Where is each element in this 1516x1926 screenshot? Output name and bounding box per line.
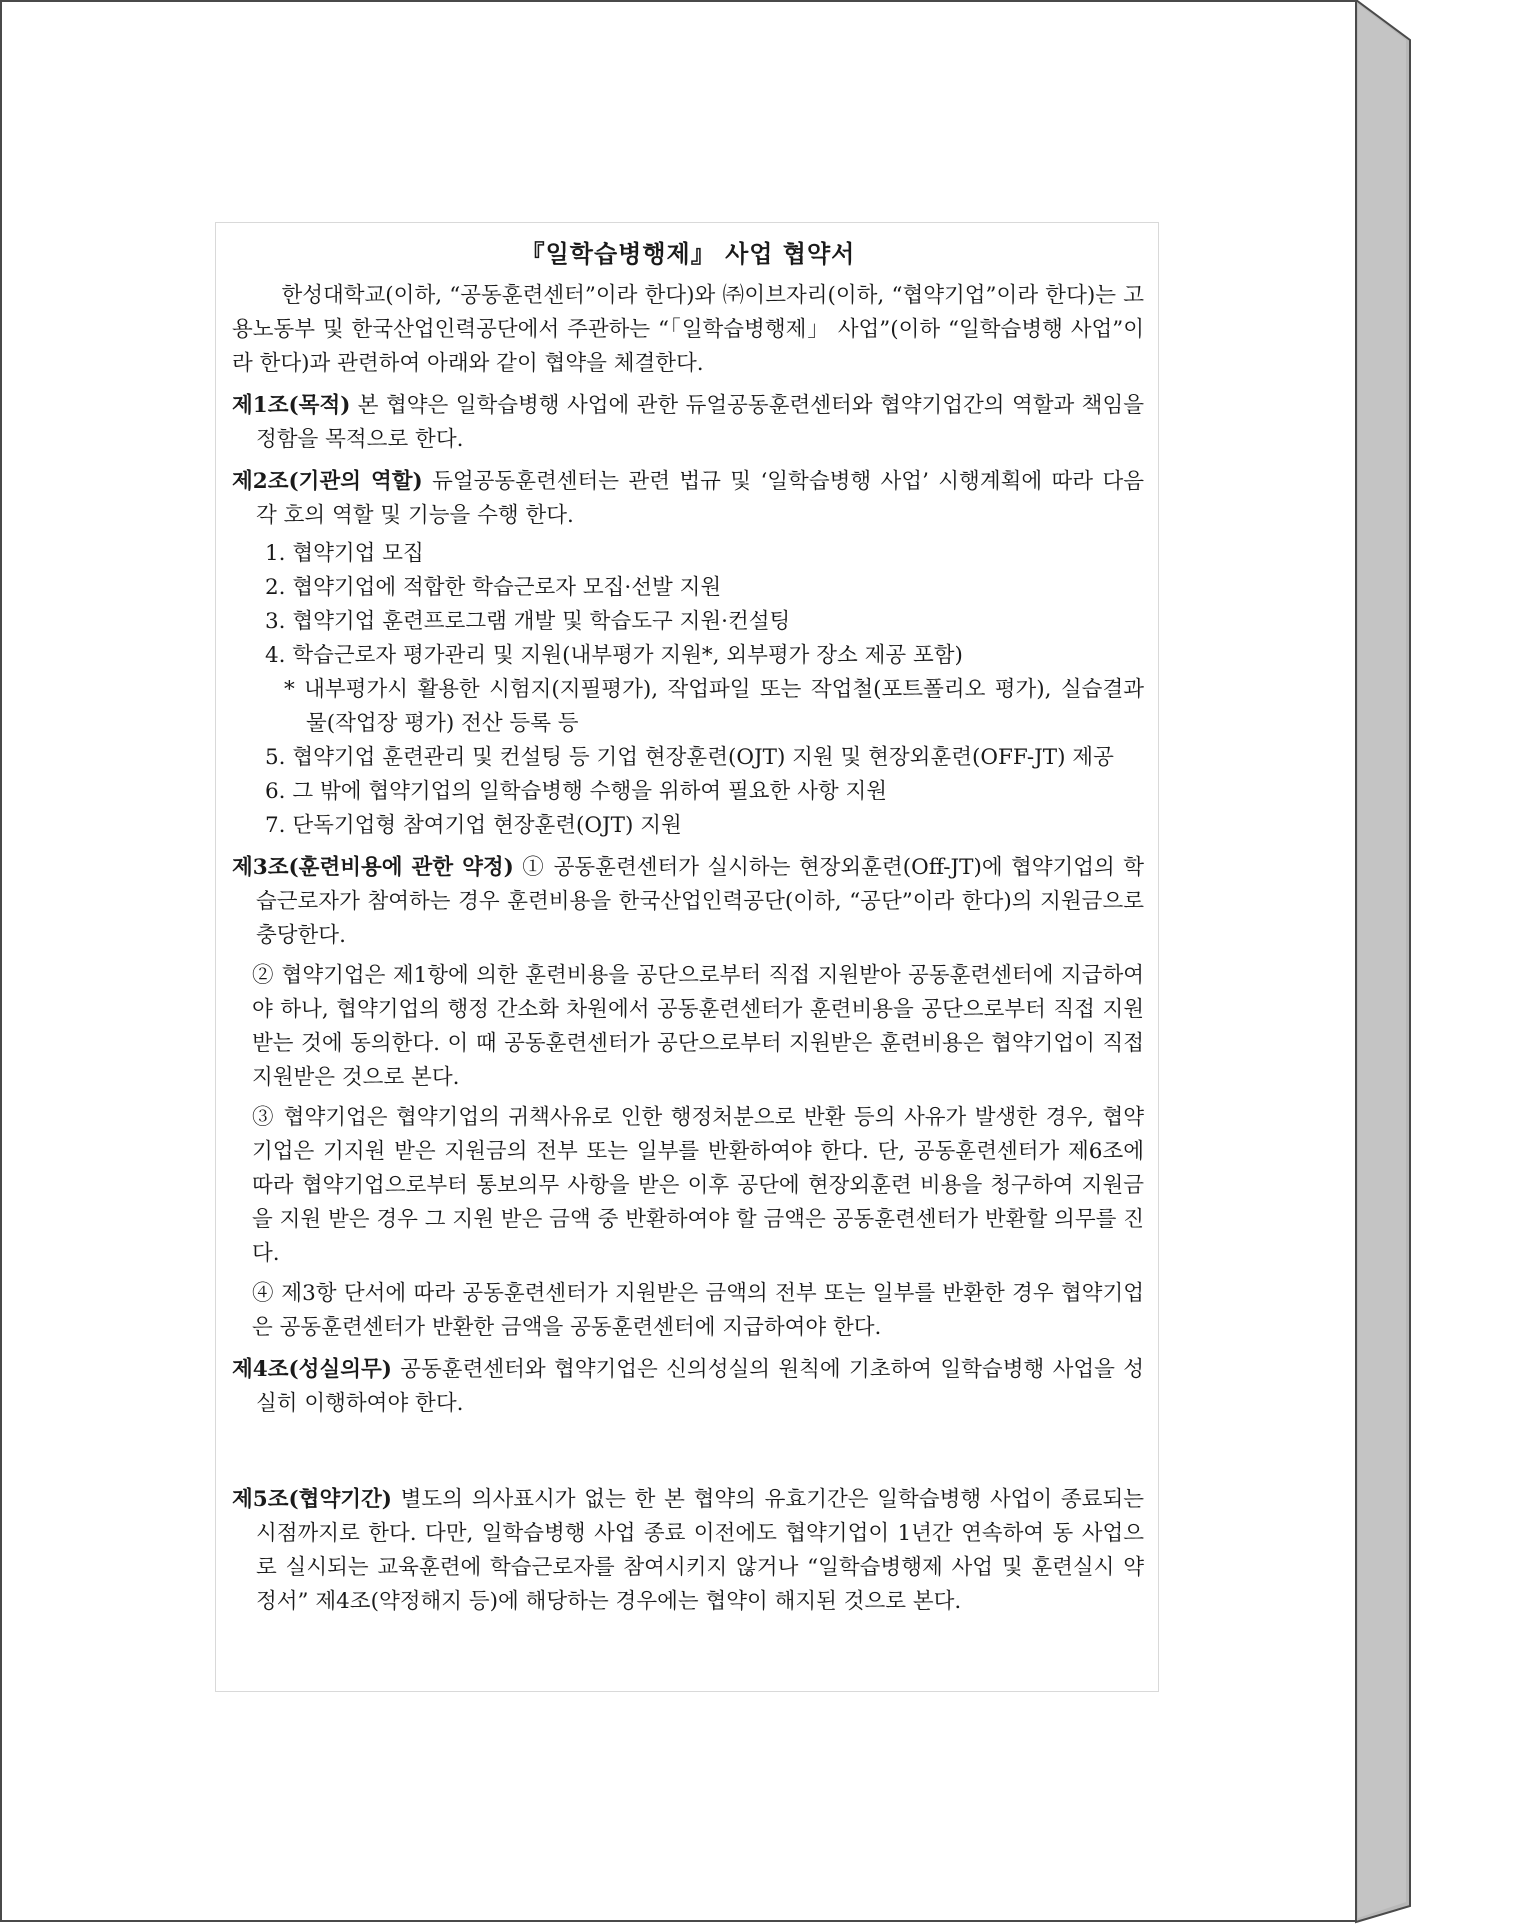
document-title: 『일학습병행제』 사업 협약서	[520, 239, 856, 268]
article-5-heading: 제5조(협약기간)	[232, 1487, 392, 1512]
article-2	[232, 465, 1144, 533]
article-1-heading: 제1조(목적)	[232, 393, 351, 418]
article-4-heading: 제4조(성실의무)	[232, 1357, 392, 1382]
article-2-note: * 내부평가시 활용한 시험지(지필평가), 작업파일 또는 작업철(포트폴리오 평가), 실습결과물(작업장 평가) 전산 등록 등	[284, 677, 1144, 736]
list-item: 4. 학습근로자 평가관리 및 지원(내부평가 지원*, 외부평가 장소 제공 포함)	[265, 643, 963, 668]
article-3-paragraph-4: ④ 제3항 단서에 따라 공동훈련센터가 지원받은 금액의 전부 또는 일부를 반환한 경우 협약기업은 공동훈련센터가 반환한 금액을 공동훈련센터에 지급하여야 한다.	[252, 1281, 1144, 1340]
scanned-agreement	[215, 222, 1159, 1692]
list-item: 1. 협약기업 모집	[265, 541, 424, 566]
intro-paragraph: 한성대학교(이하, “공동훈련센터”이라 한다)와 ㈜이브자리(이하, “협약기업”이라 한다)는 고용노동부 및 한국산업인력공단에서 주관하는 “「일학습병행제」 사업”(이하 “일학습병행 사업”이라 한다)과 관련하여 아래와 같이 협약을 체결한다.	[232, 283, 1144, 376]
list-item: 7. 단독기업형 참여기업 현장훈련(OJT) 지원	[265, 813, 682, 838]
article-4-text: 공동훈련센터와 협약기업은 신의성실의 원칙에 기초하여 일학습병행 사업을 성실히 이행하여야 한다.	[256, 1357, 1144, 1416]
article-4	[232, 1353, 1144, 1421]
article-1	[232, 389, 1144, 457]
blank-gap	[232, 1425, 1144, 1475]
article-2-list-continued	[232, 741, 1144, 843]
article-1-text: 본 협약은 일학습병행 사업에 관한 듀얼공동훈련센터와 협약기업간의 역할과 책임을 정함을 목적으로 한다.	[256, 393, 1144, 452]
article-5	[232, 1483, 1144, 1619]
article-2-list	[232, 537, 1144, 673]
article-3-paragraph-2: ② 협약기업은 제1항에 의한 훈련비용을 공단으로부터 직접 지원받아 공동훈련센터에 지급하여야 하나, 협약기업의 행정 간소화 차원에서 공동훈련센터가 훈련비용을 공단으로부터 직접 지원받는 것에 동의한다. 이 때 공동훈련센터가 공단으로부터 지원받은 훈련비용은 협약기업이 직접 지원받은 것으로 본다.	[252, 963, 1144, 1090]
article-3	[232, 851, 1144, 953]
list-item: 3. 협약기업 훈련프로그램 개발 및 학습도구 지원·컨설팅	[265, 609, 791, 634]
page-stack-shadow	[1356, 0, 1516, 1926]
article-2-text: 듀얼공동훈련센터는 관련 법규 및 ‘일학습병행 사업’ 시행계획에 따라 다음 각 호의 역할 및 기능을 수행 한다.	[256, 469, 1144, 528]
article-3-paragraph-3: ③ 협약기업은 협약기업의 귀책사유로 인한 행정처분으로 반환 등의 사유가 발생한 경우, 협약기업은 기지원 받은 지원금의 전부 또는 일부를 반환하여야 한다. 단, 공동훈련센터가 제6조에 따라 협약기업으로부터 통보의무 사항을 받은 이후 공단에 현장외훈련 비용을 청구하여 지원금을 지원 받은 경우 그 지원 받은 금액 중 반환하여야 할 금액은 공동훈련센터가 반환할 의무를 진다.	[252, 1105, 1144, 1266]
list-item: 6. 그 밖에 협약기업의 일학습병행 수행을 위하여 필요한 사항 지원	[265, 779, 888, 804]
list-item: 2. 협약기업에 적합한 학습근로자 모집·선발 지원	[265, 575, 722, 600]
article-3-heading: 제3조(훈련비용에 관한 약정)	[232, 855, 514, 880]
article-2-heading: 제2조(기관의 역할)	[232, 469, 423, 494]
article-5-text: 별도의 의사표시가 없는 한 본 협약의 유효기간은 일학습병행 사업이 종료되는 시점까지로 한다. 다만, 일학습병행 사업 종료 이전에도 협약기업이 1년간 연속하여 동 사업으로 실시되는 교육훈련에 학습근로자를 참여시키지 않거나 “일학습병행제 사업 및 훈련실시 약정서” 제4조(약정해지 등)에 해당하는 경우에는 협약이 해지된 것으로 본다.	[256, 1487, 1144, 1614]
list-item: 5. 협약기업 훈련관리 및 컨설팅 등 기업 현장훈련(OJT) 지원 및 현장외훈련(OFF-JT) 제공	[265, 745, 1114, 770]
article-3-text: ① 공동훈련센터가 실시하는 현장외훈련(Off-JT)에 협약기업의 학습근로자가 참여하는 경우 훈련비용을 한국산업인력공단(이하, “공단”이라 한다)의 지원금으로 충당한다.	[256, 855, 1144, 948]
